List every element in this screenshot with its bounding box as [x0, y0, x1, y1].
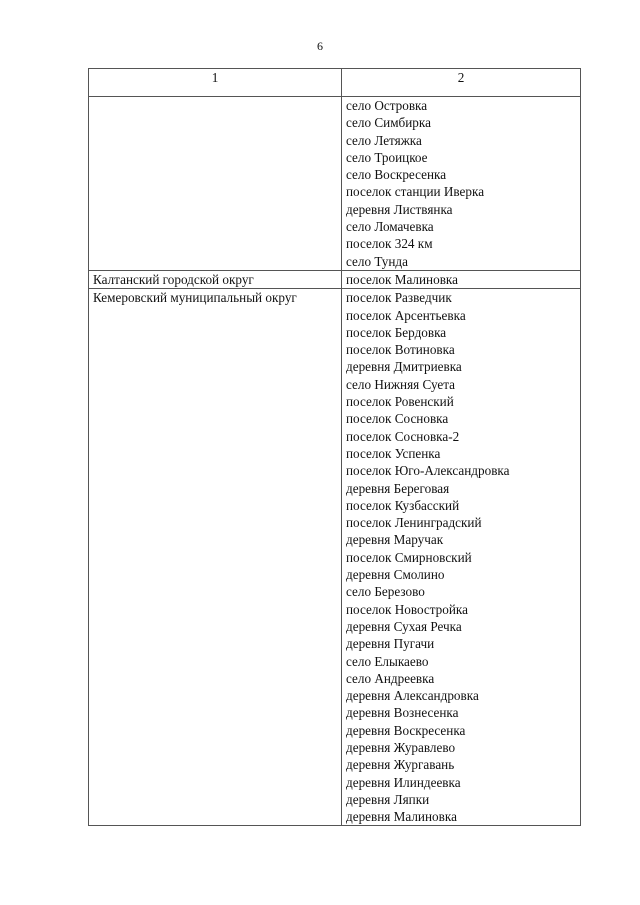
settlement-name: деревня Смолино: [346, 567, 445, 583]
settlement-name: деревня Пугачи: [346, 636, 435, 652]
settlement-name: деревня Береговая: [346, 480, 450, 496]
settlement-name: село Тунда: [346, 253, 408, 269]
settlement-name: поселок Успенка: [346, 445, 441, 461]
table-row: [89, 289, 581, 826]
settlement-name: поселок Вотиновка: [346, 342, 455, 358]
district-cell: [89, 97, 342, 271]
settlement-name: село Нижняя Суета: [346, 376, 456, 392]
settlement-name: село Елыкаево: [346, 653, 429, 669]
settlement-name: поселок Юго-Александровка: [346, 463, 510, 479]
settlement-name: деревня Сухая Речка: [346, 618, 462, 634]
settlement-name: поселок Кузбасский: [346, 497, 460, 513]
settlement-name: деревня Александровка: [346, 688, 479, 704]
settlement-name: село Симбирка: [346, 115, 431, 131]
district-cell: Кемеровский муниципальный округ: [89, 289, 342, 826]
settlement-name: поселок Новостройка: [346, 601, 468, 617]
settlement-name: поселок Смирновский: [346, 549, 472, 565]
settlements-cell: [342, 270, 581, 288]
settlement-name: село Островка: [346, 98, 428, 113]
settlement-name: поселок Разведчик: [346, 290, 452, 306]
page-number: 6: [317, 39, 323, 53]
settlement-name: поселок станции Иверка: [346, 184, 485, 200]
settlement-name: поселок Ленинградский: [346, 515, 482, 531]
settlement-name: поселок Ровенский: [346, 394, 454, 410]
settlement-name: поселок Бердовка: [346, 324, 447, 340]
settlement-name: село Летяжка: [346, 132, 422, 148]
settlement-name: село Ломачевка: [346, 219, 434, 235]
table-row: [89, 270, 581, 288]
settlement-name: село Березово: [346, 584, 425, 600]
settlement-name: село Андреевка: [346, 670, 435, 686]
settlement-name: деревня Маручак: [346, 532, 444, 548]
settlements-cell: [342, 289, 581, 826]
settlement-name: деревня Ляпки: [346, 791, 430, 807]
settlement-name: поселок Сосновка-2: [346, 428, 460, 444]
settlement-name: поселок Арсентьевка: [346, 307, 466, 323]
settlement-name: деревня Дмитриевка: [346, 359, 462, 375]
settlement-name: поселок 324 км: [346, 236, 433, 252]
settlements-cell: [342, 97, 581, 271]
district-cell: Калтанский городской округ: [89, 270, 342, 288]
settlement-name: деревня Журавлево: [346, 739, 456, 755]
settlement-name: поселок Малиновка: [346, 271, 458, 287]
table-header-row: [89, 69, 581, 97]
column-header-1: 1: [89, 69, 342, 97]
settlement-name: деревня Листвянка: [346, 201, 453, 217]
settlement-name: деревня Жургавань: [346, 757, 455, 773]
column-header-2: 2: [342, 69, 581, 97]
settlement-name: деревня Воскресенка: [346, 722, 466, 738]
settlement-name: деревня Вознесенка: [346, 705, 459, 721]
table-row: [89, 97, 581, 271]
settlement-name: деревня Илиндеевка: [346, 774, 461, 790]
settlement-name: село Троицкое: [346, 149, 428, 165]
settlements-table: [88, 68, 581, 826]
settlement-name: поселок Сосновка: [346, 411, 449, 427]
settlement-name: деревня Малиновка: [346, 809, 457, 825]
settlement-name: село Воскресенка: [346, 167, 447, 183]
